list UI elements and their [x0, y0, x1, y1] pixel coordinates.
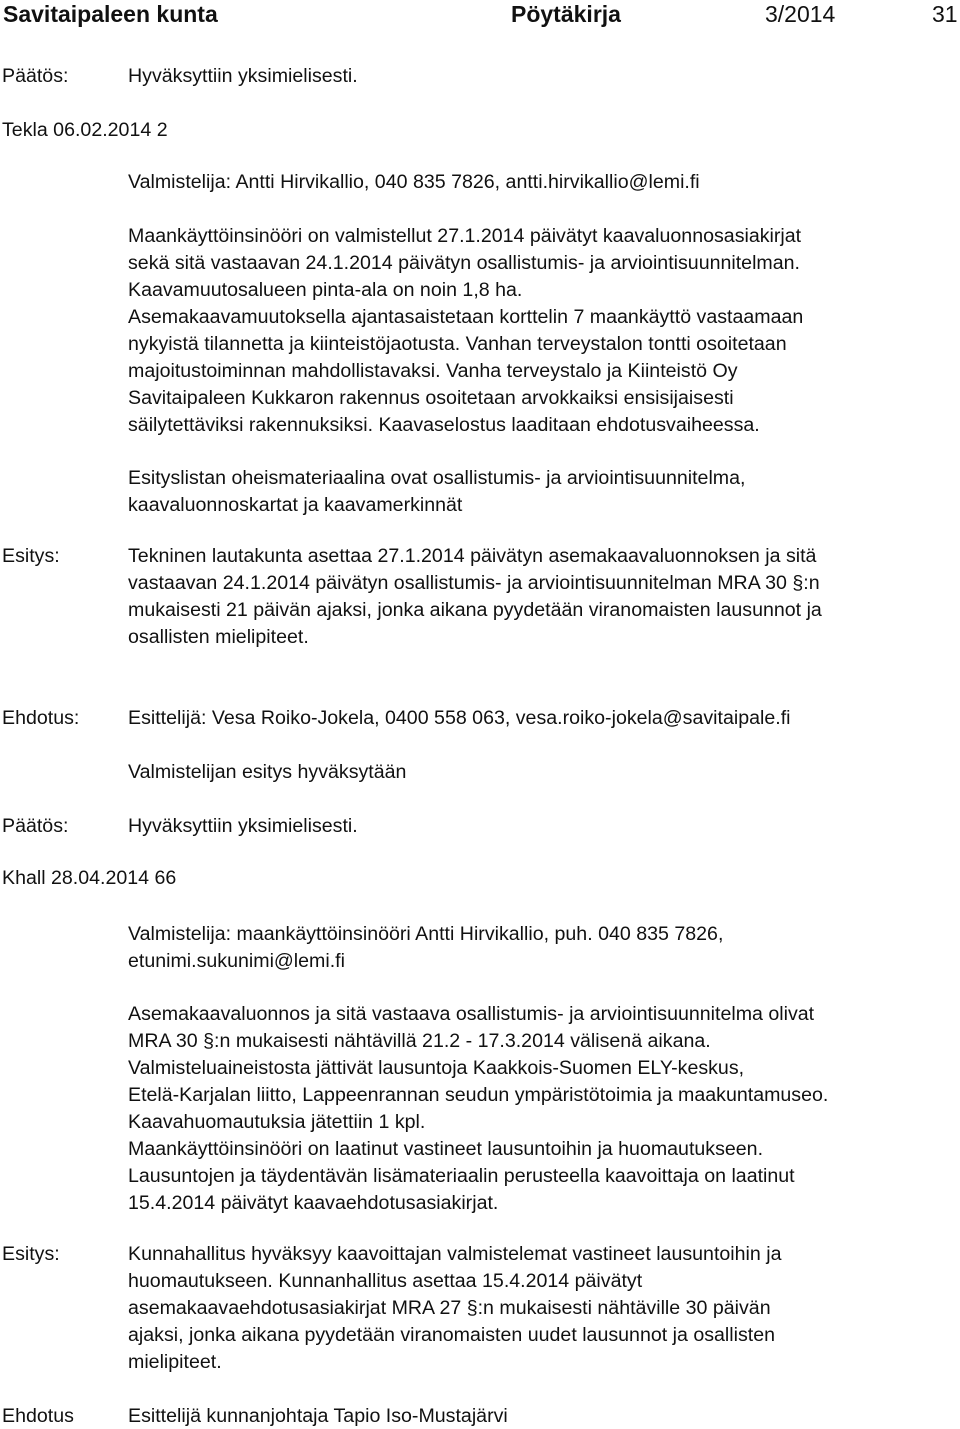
proposal-line: asemakaavaehdotusasiakirjat MRA 27 §:n mukaisesti nähtäville 30 päivän	[128, 1297, 771, 1319]
body-line: Valmisteluaineistosta jättivät lausuntoja Kaakkois-Suomen ELY-keskus,	[128, 1057, 745, 1079]
preparer-line: etunimi.sukunimi@lemi.fi	[128, 950, 345, 972]
body-line: majoitustoiminnan mahdollistavaksi. Vanha terveystalo ja Kiinteistö Oy	[128, 360, 738, 382]
body-line: Asemakaavaluonnos ja sitä vastaava osallistumis- ja arviointisuunnitelma olivat	[128, 1003, 815, 1025]
proposal-line: Kunnahallitus hyväksyy kaavoittajan valmistelemat vastineet lausuntoihin ja	[128, 1243, 782, 1265]
proposal-line: mukaisesti 21 päivän ajaksi, jonka aikana pyydetään viranomaisten lausunnot ja	[128, 599, 822, 621]
presenter-line: Esittelijä: Vesa Roiko-Jokela, 0400 558 063, vesa.roiko-jokela@savitaipale.fi	[128, 707, 791, 729]
body-line: Maankäyttöinsinööri on valmistellut 27.1.2014 päivätyt kaavaluonnosasiakirjat	[128, 225, 802, 247]
meeting-reference-khall: Khall 28.04.2014 66	[2, 867, 177, 889]
meeting-reference-tekla: Tekla 06.02.2014 2	[2, 119, 168, 141]
body-line: Valmistelijan esitys hyväksytään	[128, 761, 407, 783]
proposal-label: Esitys:	[2, 1243, 60, 1265]
page-number: 31	[932, 1, 958, 27]
minutes-number: 3/2014	[765, 1, 836, 27]
proposal-line: mielipiteet.	[128, 1351, 222, 1373]
body-line: 15.4.2014 päivätyt kaavaehdotusasiakirjat.	[128, 1192, 499, 1214]
motion-label: Ehdotus	[2, 1405, 74, 1427]
document-header	[0, 0, 960, 30]
decision-text: Hyväksyttiin yksimielisesti.	[128, 65, 358, 87]
body-line: MRA 30 §:n mukaisesti nähtävillä 21.2 - 17.3.2014 välisenä aikana.	[128, 1030, 711, 1052]
proposal-line: ajaksi, jonka aikana pyydetään viranomaisten uudet lausunnot ja osallisten	[128, 1324, 776, 1346]
body-line: Asemakaavamuutoksella ajantasaistetaan korttelin 7 maankäyttö vastaamaan	[128, 306, 804, 328]
municipality-name: Savitaipaleen kunta	[3, 1, 218, 27]
body-line: Kaavahuomautuksia jätettiin 1 kpl.	[128, 1111, 426, 1133]
body-line: kaavaluonnoskartat ja kaavamerkinnät	[128, 494, 463, 516]
proposal-line: Tekninen lautakunta asettaa 27.1.2014 päivätyn asemakaavaluonnoksen ja sitä	[128, 545, 817, 567]
document-type: Pöytäkirja	[511, 1, 621, 27]
body-line: nykyistä tilannetta ja kiinteistöjaotusta. Vanhan terveystalon tontti osoitetaan	[128, 333, 787, 355]
motion-label: Ehdotus:	[2, 707, 80, 729]
body-line: Maankäyttöinsinööri on laatinut vastineet lausuntoihin ja huomautukseen.	[128, 1138, 764, 1160]
body-line: sekä sitä vastaavan 24.1.2014 päivätyn osallistumis- ja arviointisuunnitelman.	[128, 252, 800, 274]
body-line: Lausuntojen ja täydentävän lisämateriaalin perusteella kaavoittaja on laatinut	[128, 1165, 795, 1187]
proposal-line: vastaavan 24.1.2014 päivätyn osallistumis- ja arviointisuunnitelman MRA 30 §:n	[128, 572, 820, 594]
presenter-line: Esittelijä kunnanjohtaja Tapio Iso-Mustajärvi	[128, 1405, 508, 1427]
body-line: Etelä-Karjalan liitto, Lappeenrannan seudun ympäristötoimia ja maakuntamuseo.	[128, 1084, 829, 1106]
decision-label: Päätös:	[2, 65, 69, 87]
proposal-line: huomautukseen. Kunnanhallitus asettaa 15.4.2014 päivätyt	[128, 1270, 643, 1292]
proposal-label: Esitys:	[2, 545, 60, 567]
body-line: Kaavamuutosalueen pinta-ala on noin 1,8 ha.	[128, 279, 523, 301]
decision-text: Hyväksyttiin yksimielisesti.	[128, 815, 358, 837]
decision-label: Päätös:	[2, 815, 69, 837]
body-line: Savitaipaleen Kukkaron rakennus osoitetaan arvokkaiksi ensisijaisesti	[128, 387, 734, 409]
body-line: Esityslistan oheismateriaalina ovat osallistumis- ja arviointisuunnitelma,	[128, 467, 746, 489]
body-line: säilytettäviksi rakennuksiksi. Kaavaselostus laaditaan ehdotusvaiheessa.	[128, 414, 760, 436]
proposal-line: osallisten mielipiteet.	[128, 626, 309, 648]
preparer-line: Valmistelija: maankäyttöinsinööri Antti Hirvikallio, puh. 040 835 7826,	[128, 923, 724, 945]
preparer-line: Valmistelija: Antti Hirvikallio, 040 835 7826, antti.hirvikallio@lemi.fi	[128, 171, 700, 193]
